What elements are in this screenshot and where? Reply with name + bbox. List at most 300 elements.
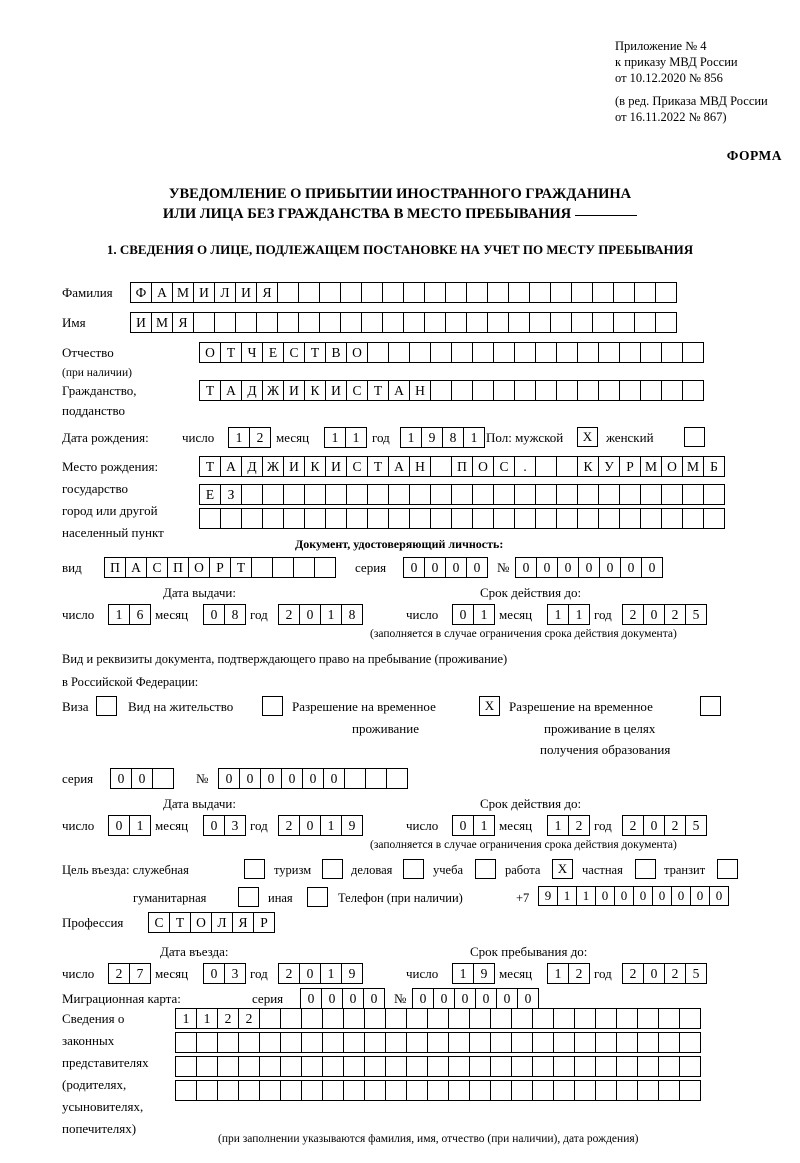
permit-issue-year-boxes[interactable]: [278, 815, 362, 836]
char-box[interactable]: [658, 1032, 680, 1053]
purpose-work-checkbox[interactable]: Х: [552, 859, 573, 879]
char-box[interactable]: 0: [643, 963, 665, 984]
char-box[interactable]: А: [151, 282, 173, 303]
char-box[interactable]: 1: [345, 427, 367, 448]
char-box[interactable]: [217, 1056, 239, 1077]
char-box[interactable]: [451, 342, 473, 363]
char-box[interactable]: В: [325, 342, 347, 363]
char-box[interactable]: 1: [473, 604, 495, 625]
char-box[interactable]: [703, 508, 725, 529]
char-box[interactable]: 2: [568, 815, 590, 836]
char-box[interactable]: [571, 282, 593, 303]
char-box[interactable]: [427, 1080, 449, 1101]
char-box[interactable]: 8: [224, 604, 246, 625]
permit-series-boxes[interactable]: [110, 768, 173, 789]
doc-valid-month-boxes[interactable]: [547, 604, 589, 625]
char-box[interactable]: М: [640, 456, 662, 477]
char-box[interactable]: Я: [172, 312, 194, 333]
char-box[interactable]: 1: [175, 1008, 197, 1029]
char-box[interactable]: [637, 1056, 659, 1077]
char-box[interactable]: С: [148, 912, 170, 933]
char-box[interactable]: А: [220, 456, 242, 477]
char-box[interactable]: [493, 380, 515, 401]
char-box[interactable]: 0: [466, 557, 488, 578]
char-box[interactable]: [553, 1032, 575, 1053]
doc-issue-day-boxes[interactable]: [108, 604, 150, 625]
char-box[interactable]: Р: [619, 456, 641, 477]
char-box[interactable]: 2: [108, 963, 130, 984]
char-box[interactable]: [235, 312, 257, 333]
char-box[interactable]: Т: [230, 557, 252, 578]
visa-checkbox[interactable]: [96, 696, 117, 716]
char-box[interactable]: [682, 342, 704, 363]
stay-day-boxes[interactable]: [452, 963, 494, 984]
entry-year-boxes[interactable]: [278, 963, 362, 984]
char-box[interactable]: И: [193, 282, 215, 303]
char-box[interactable]: 1: [557, 886, 577, 906]
char-box[interactable]: [511, 1008, 533, 1029]
char-box[interactable]: 0: [299, 604, 321, 625]
char-box[interactable]: 5: [685, 963, 707, 984]
char-box[interactable]: [592, 282, 614, 303]
char-box[interactable]: Т: [199, 456, 221, 477]
char-box[interactable]: [409, 508, 431, 529]
char-box[interactable]: Ч: [241, 342, 263, 363]
char-box[interactable]: 1: [196, 1008, 218, 1029]
doc-series-boxes[interactable]: [403, 557, 487, 578]
char-box[interactable]: 0: [599, 557, 621, 578]
char-box[interactable]: [514, 484, 536, 505]
char-box[interactable]: Д: [241, 380, 263, 401]
char-box[interactable]: [598, 484, 620, 505]
char-box[interactable]: 7: [129, 963, 151, 984]
char-box[interactable]: Л: [211, 912, 233, 933]
char-box[interactable]: С: [493, 456, 515, 477]
stay-month-boxes[interactable]: [547, 963, 589, 984]
char-box[interactable]: И: [130, 312, 152, 333]
char-box[interactable]: [466, 312, 488, 333]
char-box[interactable]: [175, 1032, 197, 1053]
char-box[interactable]: [556, 456, 578, 477]
char-box[interactable]: [613, 312, 635, 333]
char-box[interactable]: [634, 312, 656, 333]
char-box[interactable]: [280, 1032, 302, 1053]
char-box[interactable]: [382, 312, 404, 333]
char-box[interactable]: 1: [320, 963, 342, 984]
char-box[interactable]: [577, 508, 599, 529]
char-box[interactable]: [385, 1008, 407, 1029]
doc-valid-day-boxes[interactable]: [452, 604, 494, 625]
char-box[interactable]: [490, 1056, 512, 1077]
char-box[interactable]: [301, 1056, 323, 1077]
char-box[interactable]: М: [172, 282, 194, 303]
doc-type-boxes[interactable]: [104, 557, 335, 578]
char-box[interactable]: [403, 282, 425, 303]
char-box[interactable]: М: [151, 312, 173, 333]
char-box[interactable]: [634, 282, 656, 303]
char-box[interactable]: 0: [452, 815, 474, 836]
char-box[interactable]: [304, 484, 326, 505]
char-box[interactable]: [595, 1080, 617, 1101]
char-box[interactable]: [469, 1032, 491, 1053]
char-box[interactable]: 2: [664, 604, 686, 625]
char-box[interactable]: [365, 768, 387, 789]
legal-rep-boxes-row1[interactable]: [175, 1008, 700, 1029]
permit-number-boxes[interactable]: [218, 768, 407, 789]
char-box[interactable]: [535, 508, 557, 529]
legal-rep-boxes-row3[interactable]: [175, 1056, 700, 1077]
char-box[interactable]: [319, 312, 341, 333]
purpose-official-checkbox[interactable]: [244, 859, 265, 879]
char-box[interactable]: [241, 508, 263, 529]
char-box[interactable]: 1: [547, 604, 569, 625]
migration-series-boxes[interactable]: [300, 988, 384, 1009]
char-box[interactable]: [598, 380, 620, 401]
char-box[interactable]: 0: [260, 768, 282, 789]
doc-issue-month-boxes[interactable]: [203, 604, 245, 625]
name-boxes[interactable]: [130, 312, 676, 333]
char-box[interactable]: [259, 1032, 281, 1053]
char-box[interactable]: 0: [299, 815, 321, 836]
char-box[interactable]: [595, 1008, 617, 1029]
char-box[interactable]: [259, 1008, 281, 1029]
char-box[interactable]: [319, 282, 341, 303]
char-box[interactable]: 0: [239, 768, 261, 789]
char-box[interactable]: [340, 312, 362, 333]
char-box[interactable]: 0: [475, 988, 497, 1009]
char-box[interactable]: [262, 484, 284, 505]
char-box[interactable]: [406, 1032, 428, 1053]
char-box[interactable]: И: [325, 456, 347, 477]
char-box[interactable]: [175, 1080, 197, 1101]
char-box[interactable]: [571, 312, 593, 333]
char-box[interactable]: 9: [421, 427, 443, 448]
char-box[interactable]: О: [472, 456, 494, 477]
char-box[interactable]: [367, 342, 389, 363]
char-box[interactable]: 5: [685, 604, 707, 625]
char-box[interactable]: [343, 1056, 365, 1077]
char-box[interactable]: [658, 1056, 680, 1077]
char-box[interactable]: [367, 508, 389, 529]
char-box[interactable]: К: [577, 456, 599, 477]
migration-number-boxes[interactable]: [412, 988, 538, 1009]
char-box[interactable]: 0: [496, 988, 518, 1009]
char-box[interactable]: Л: [214, 282, 236, 303]
char-box[interactable]: [640, 342, 662, 363]
char-box[interactable]: 0: [321, 988, 343, 1009]
char-box[interactable]: 0: [643, 815, 665, 836]
legal-rep-boxes-row4[interactable]: [175, 1080, 700, 1101]
char-box[interactable]: [385, 1056, 407, 1077]
char-box[interactable]: 0: [643, 604, 665, 625]
char-box[interactable]: 0: [300, 988, 322, 1009]
char-box[interactable]: 3: [224, 815, 246, 836]
char-box[interactable]: Е: [262, 342, 284, 363]
char-box[interactable]: Н: [409, 380, 431, 401]
stay-year-boxes[interactable]: [622, 963, 706, 984]
char-box[interactable]: [487, 282, 509, 303]
char-box[interactable]: [301, 1032, 323, 1053]
char-box[interactable]: [451, 508, 473, 529]
char-box[interactable]: 0: [218, 768, 240, 789]
char-box[interactable]: [682, 484, 704, 505]
char-box[interactable]: [640, 380, 662, 401]
char-box[interactable]: [301, 1080, 323, 1101]
char-box[interactable]: [424, 312, 446, 333]
char-box[interactable]: [619, 380, 641, 401]
char-box[interactable]: [361, 282, 383, 303]
char-box[interactable]: [532, 1056, 554, 1077]
char-box[interactable]: [514, 342, 536, 363]
char-box[interactable]: 9: [341, 963, 363, 984]
phone-boxes[interactable]: [538, 886, 728, 906]
char-box[interactable]: [655, 282, 677, 303]
char-box[interactable]: [493, 484, 515, 505]
char-box[interactable]: [364, 1056, 386, 1077]
char-box[interactable]: [430, 456, 452, 477]
char-box[interactable]: 0: [536, 557, 558, 578]
char-box[interactable]: Ж: [262, 456, 284, 477]
char-box[interactable]: [196, 1032, 218, 1053]
char-box[interactable]: 2: [217, 1008, 239, 1029]
entry-day-boxes[interactable]: [108, 963, 150, 984]
char-box[interactable]: 1: [463, 427, 485, 448]
char-box[interactable]: Д: [241, 456, 263, 477]
char-box[interactable]: [595, 1056, 617, 1077]
char-box[interactable]: [679, 1032, 701, 1053]
char-box[interactable]: 2: [278, 604, 300, 625]
char-box[interactable]: 2: [622, 815, 644, 836]
purpose-humanitarian-checkbox[interactable]: [238, 887, 259, 907]
char-box[interactable]: [493, 508, 515, 529]
char-box[interactable]: [430, 508, 452, 529]
char-box[interactable]: [535, 484, 557, 505]
char-box[interactable]: [658, 1008, 680, 1029]
char-box[interactable]: [448, 1032, 470, 1053]
char-box[interactable]: [217, 1032, 239, 1053]
char-box[interactable]: [364, 1080, 386, 1101]
char-box[interactable]: [430, 342, 452, 363]
edu-residence-checkbox[interactable]: [700, 696, 721, 716]
char-box[interactable]: [382, 282, 404, 303]
char-box[interactable]: 8: [341, 604, 363, 625]
char-box[interactable]: [577, 380, 599, 401]
char-box[interactable]: [514, 380, 536, 401]
char-box[interactable]: [637, 1032, 659, 1053]
char-box[interactable]: [616, 1032, 638, 1053]
char-box[interactable]: [490, 1032, 512, 1053]
char-box[interactable]: 0: [203, 815, 225, 836]
char-box[interactable]: 0: [131, 768, 153, 789]
char-box[interactable]: [472, 508, 494, 529]
char-box[interactable]: 1: [452, 963, 474, 984]
char-box[interactable]: [682, 380, 704, 401]
char-box[interactable]: А: [388, 380, 410, 401]
char-box[interactable]: С: [346, 380, 368, 401]
char-box[interactable]: [448, 1008, 470, 1029]
char-box[interactable]: [364, 1008, 386, 1029]
char-box[interactable]: [535, 380, 557, 401]
char-box[interactable]: [241, 484, 263, 505]
char-box[interactable]: [490, 1080, 512, 1101]
char-box[interactable]: Т: [367, 380, 389, 401]
char-box[interactable]: [445, 312, 467, 333]
char-box[interactable]: Р: [253, 912, 275, 933]
char-box[interactable]: [637, 1008, 659, 1029]
char-box[interactable]: [466, 282, 488, 303]
char-box[interactable]: [679, 1080, 701, 1101]
char-box[interactable]: [409, 484, 431, 505]
char-box[interactable]: [385, 1080, 407, 1101]
char-box[interactable]: [577, 484, 599, 505]
char-box[interactable]: [511, 1080, 533, 1101]
char-box[interactable]: [574, 1032, 596, 1053]
char-box[interactable]: [619, 508, 641, 529]
char-box[interactable]: 0: [403, 557, 425, 578]
char-box[interactable]: [406, 1080, 428, 1101]
char-box[interactable]: П: [451, 456, 473, 477]
char-box[interactable]: 9: [341, 815, 363, 836]
char-box[interactable]: [592, 312, 614, 333]
char-box[interactable]: [272, 557, 294, 578]
char-box[interactable]: [493, 342, 515, 363]
char-box[interactable]: [280, 1080, 302, 1101]
char-box[interactable]: [385, 1032, 407, 1053]
char-box[interactable]: [193, 312, 215, 333]
char-box[interactable]: [661, 508, 683, 529]
char-box[interactable]: 0: [299, 963, 321, 984]
char-box[interactable]: [388, 342, 410, 363]
purpose-business-checkbox[interactable]: [403, 859, 424, 879]
char-box[interactable]: [406, 1008, 428, 1029]
char-box[interactable]: [217, 1080, 239, 1101]
sex-female-checkbox[interactable]: [684, 427, 705, 447]
birth-city-boxes-row1[interactable]: [199, 484, 724, 505]
char-box[interactable]: 2: [278, 963, 300, 984]
purpose-private-checkbox[interactable]: [635, 859, 656, 879]
char-box[interactable]: [409, 342, 431, 363]
char-box[interactable]: С: [283, 342, 305, 363]
char-box[interactable]: [214, 312, 236, 333]
char-box[interactable]: [238, 1032, 260, 1053]
char-box[interactable]: 0: [709, 886, 729, 906]
char-box[interactable]: Т: [199, 380, 221, 401]
char-box[interactable]: А: [388, 456, 410, 477]
char-box[interactable]: [640, 508, 662, 529]
char-box[interactable]: 0: [641, 557, 663, 578]
char-box[interactable]: [293, 557, 315, 578]
char-box[interactable]: 1: [568, 604, 590, 625]
char-box[interactable]: [196, 1080, 218, 1101]
char-box[interactable]: 1: [228, 427, 250, 448]
purpose-study-checkbox[interactable]: [475, 859, 496, 879]
char-box[interactable]: 0: [557, 557, 579, 578]
char-box[interactable]: [451, 380, 473, 401]
char-box[interactable]: [529, 282, 551, 303]
char-box[interactable]: [472, 380, 494, 401]
char-box[interactable]: [598, 508, 620, 529]
char-box[interactable]: 1: [547, 815, 569, 836]
permit-issue-day-boxes[interactable]: [108, 815, 150, 836]
char-box[interactable]: 0: [342, 988, 364, 1009]
char-box[interactable]: 0: [323, 768, 345, 789]
profession-boxes[interactable]: [148, 912, 274, 933]
char-box[interactable]: 0: [452, 604, 474, 625]
char-box[interactable]: [535, 342, 557, 363]
char-box[interactable]: [238, 1080, 260, 1101]
purpose-transit-checkbox[interactable]: [717, 859, 738, 879]
char-box[interactable]: [340, 282, 362, 303]
char-box[interactable]: [679, 1056, 701, 1077]
char-box[interactable]: 0: [203, 963, 225, 984]
char-box[interactable]: 0: [620, 557, 642, 578]
char-box[interactable]: [574, 1056, 596, 1077]
char-box[interactable]: [598, 342, 620, 363]
sex-male-checkbox[interactable]: Х: [577, 427, 598, 447]
char-box[interactable]: [469, 1080, 491, 1101]
patronymic-boxes[interactable]: [199, 342, 703, 363]
char-box[interactable]: [238, 1056, 260, 1077]
birth-month-boxes[interactable]: [324, 427, 366, 448]
char-box[interactable]: [277, 312, 299, 333]
char-box[interactable]: 0: [690, 886, 710, 906]
char-box[interactable]: [487, 312, 509, 333]
char-box[interactable]: [259, 1056, 281, 1077]
char-box[interactable]: [403, 312, 425, 333]
char-box[interactable]: К: [304, 456, 326, 477]
char-box[interactable]: Р: [209, 557, 231, 578]
char-box[interactable]: [427, 1008, 449, 1029]
char-box[interactable]: [364, 1032, 386, 1053]
char-box[interactable]: [445, 282, 467, 303]
char-box[interactable]: [388, 484, 410, 505]
entry-month-boxes[interactable]: [203, 963, 245, 984]
birth-day-boxes[interactable]: [228, 427, 270, 448]
char-box[interactable]: 1: [129, 815, 151, 836]
char-box[interactable]: Ф: [130, 282, 152, 303]
char-box[interactable]: 0: [517, 988, 539, 1009]
char-box[interactable]: [574, 1080, 596, 1101]
char-box[interactable]: [406, 1056, 428, 1077]
char-box[interactable]: 2: [249, 427, 271, 448]
char-box[interactable]: [427, 1056, 449, 1077]
char-box[interactable]: 0: [445, 557, 467, 578]
char-box[interactable]: И: [235, 282, 257, 303]
surname-boxes[interactable]: [130, 282, 676, 303]
char-box[interactable]: [220, 508, 242, 529]
char-box[interactable]: П: [167, 557, 189, 578]
char-box[interactable]: О: [661, 456, 683, 477]
char-box[interactable]: 0: [433, 988, 455, 1009]
birth-state-boxes[interactable]: [199, 456, 724, 477]
char-box[interactable]: 0: [281, 768, 303, 789]
char-box[interactable]: [277, 282, 299, 303]
char-box[interactable]: [595, 1032, 617, 1053]
char-box[interactable]: А: [220, 380, 242, 401]
char-box[interactable]: [280, 1008, 302, 1029]
char-box[interactable]: [553, 1080, 575, 1101]
char-box[interactable]: Ж: [262, 380, 284, 401]
char-box[interactable]: [472, 484, 494, 505]
char-box[interactable]: [535, 456, 557, 477]
char-box[interactable]: [325, 484, 347, 505]
char-box[interactable]: [430, 484, 452, 505]
char-box[interactable]: 1: [400, 427, 422, 448]
char-box[interactable]: [514, 508, 536, 529]
char-box[interactable]: У: [598, 456, 620, 477]
char-box[interactable]: [343, 1080, 365, 1101]
char-box[interactable]: [529, 312, 551, 333]
